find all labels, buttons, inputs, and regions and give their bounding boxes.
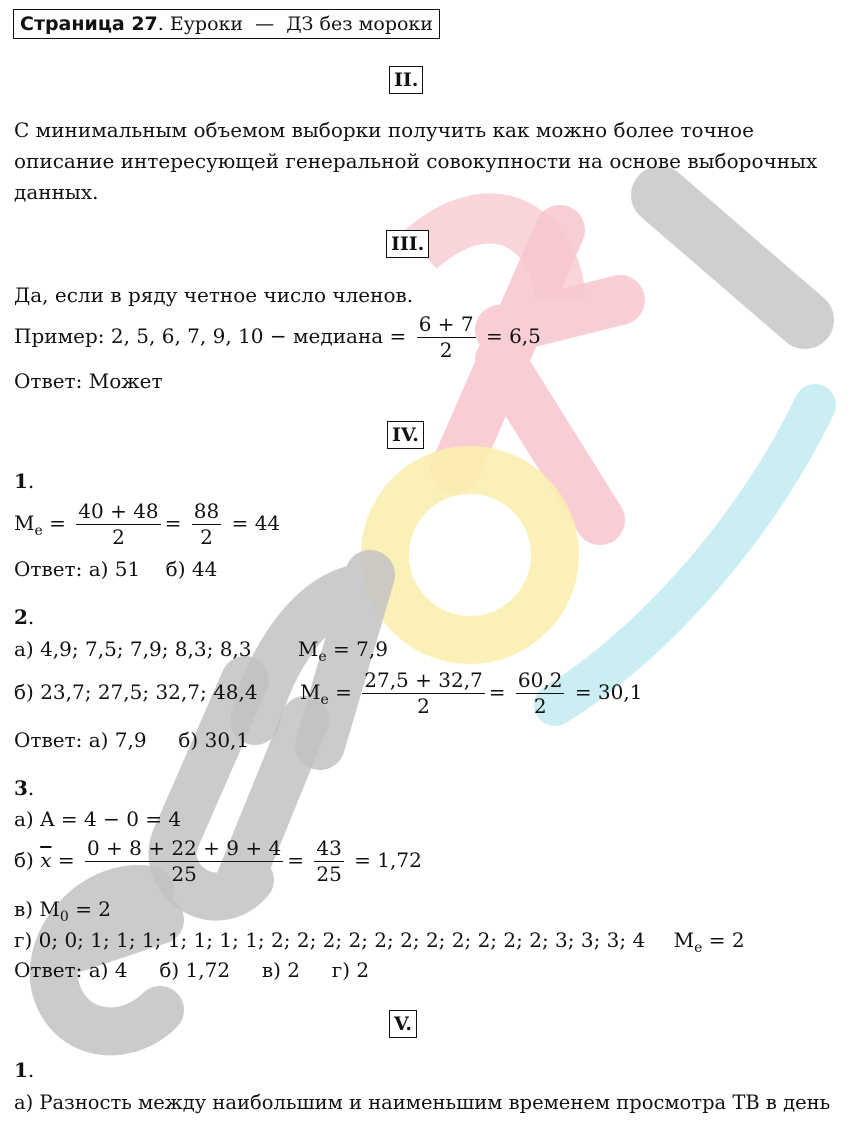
task-2b-line: б) 23,7; 27,5; 32,7; 48,4 $M_e$ = $\frac{27,5 + 32,7}{2}$ = $\frac{60,2}{2}$ = 30,1 bbox=[14, 668, 643, 718]
section-ii-line-1: С минимальным объемом выборки получить как можно более точное bbox=[14, 118, 754, 142]
watermark-red-blob bbox=[420, 218, 560, 300]
page-header bbox=[13, 9, 440, 39]
task-3d-values: г) 0; 0; 1; 1; 1; 1; 1; 1; 1; 2; 2; 2; 2; 2; 2; 2; 2; 2; 2; 2; 3; 3; 3; 4 bbox=[14, 928, 646, 952]
header-page-label: Страница 27 bbox=[20, 13, 158, 35]
task-2b-values: б) 23,7; 27,5; 32,7; 48,4 bbox=[14, 680, 258, 704]
fraction-1: $\frac{27,5 + 32,7}{2}$ bbox=[364, 668, 483, 718]
watermark-gray-i bbox=[660, 195, 805, 320]
watermark-yellow-o bbox=[385, 470, 555, 640]
section-iii-answer: Ответ: Может bbox=[14, 369, 163, 393]
task-3d-line bbox=[14, 928, 745, 960]
section-ii-line-3: данных. bbox=[14, 180, 99, 204]
fraction-1: $\frac{40 + 48}{2}$ bbox=[78, 499, 159, 549]
fraction-2: $\frac{60,2}{2}$ bbox=[517, 668, 563, 718]
section-heading-ii: II. bbox=[389, 66, 423, 94]
task-2b-result: = 30,1 bbox=[574, 680, 643, 704]
section-ii-line-2: описание интересующей генеральной совокупности на основе выборочных bbox=[14, 149, 818, 173]
median-symbol: $M_e$ bbox=[14, 511, 43, 539]
section-heading-v: V. bbox=[389, 1010, 417, 1038]
task-1-answer: Ответ: а) 51 б) 44 bbox=[14, 557, 218, 581]
task-3b-prefix: б) bbox=[14, 848, 34, 872]
task-2a-values: а) 4,9; 7,5; 7,9; 8,3; 8,3 bbox=[14, 637, 252, 661]
task-3a-line: а) A = 4 − 0 = 4 bbox=[14, 807, 182, 831]
task-2-answer: Ответ: а) 7,9 б) 30,1 bbox=[14, 728, 250, 752]
task-2a-line bbox=[14, 637, 388, 669]
mean-symbol: $\overline{x}$ bbox=[40, 848, 52, 872]
section-v-task-1a-line: а) Разность между наибольшим и наименьшим временем просмотра ТВ в день bbox=[14, 1091, 831, 1114]
section-iii-example bbox=[14, 312, 541, 363]
example-prefix: Пример: 2, 5, 6, 7, 9, 10 − медиана = bbox=[14, 324, 407, 348]
task-3b-line: б) $\overline{x}$ = $\frac{0 + 8 + 22 + 9 + 4}{25}$ = $\frac{43}{25}$ = 1,72 bbox=[14, 836, 422, 886]
task-1-formula: $M_e$ = $\frac{40 + 48}{2}$ = $\frac{88}{2}$ = 44 bbox=[14, 499, 281, 549]
task-3b-result: = 1,72 bbox=[354, 848, 422, 872]
watermark-red-k bbox=[455, 230, 620, 520]
fraction-denominator: 2 bbox=[439, 338, 453, 362]
median-fraction bbox=[417, 312, 476, 363]
section-heading-iv: IV. bbox=[387, 421, 424, 449]
task-2a-result: = 7,9 bbox=[333, 637, 388, 661]
example-result: = 6,5 bbox=[485, 324, 541, 348]
task-3d-result: = 2 bbox=[708, 928, 745, 952]
header-site-label: . Еуроки — ДЗ без мороки bbox=[157, 13, 433, 35]
fraction-2: $\frac{43}{25}$ bbox=[316, 836, 342, 886]
section-heading-iii: III. bbox=[386, 230, 429, 258]
fraction-numerator: 6 + 7 bbox=[418, 312, 474, 336]
median-symbol: $M_e$ bbox=[297, 637, 327, 665]
task-1-result: = 44 bbox=[231, 511, 281, 535]
task-3-answer: Ответ: а) 4 б) 1,72 в) 2 г) 2 bbox=[14, 958, 370, 982]
fraction-2: $\frac{88}{2}$ bbox=[193, 499, 220, 549]
task-2-number: 2. bbox=[14, 605, 35, 629]
watermark-cyan-arc bbox=[555, 405, 815, 705]
section-iii-statement: Да, если в ряду четное число членов. bbox=[14, 283, 414, 307]
task-3c-line: в) $M_0 = 2$ bbox=[14, 897, 112, 925]
median-symbol: $M_e$ bbox=[299, 680, 329, 708]
task-1-number: 1. bbox=[14, 469, 35, 493]
fraction-1: $\frac{0 + 8 + 22 + 9 + 4}{25}$ bbox=[86, 836, 282, 886]
task-3-number: 3. bbox=[14, 776, 35, 800]
median-symbol: $M_e$ bbox=[673, 928, 703, 956]
section-v-task-1-number: 1. bbox=[14, 1058, 35, 1082]
